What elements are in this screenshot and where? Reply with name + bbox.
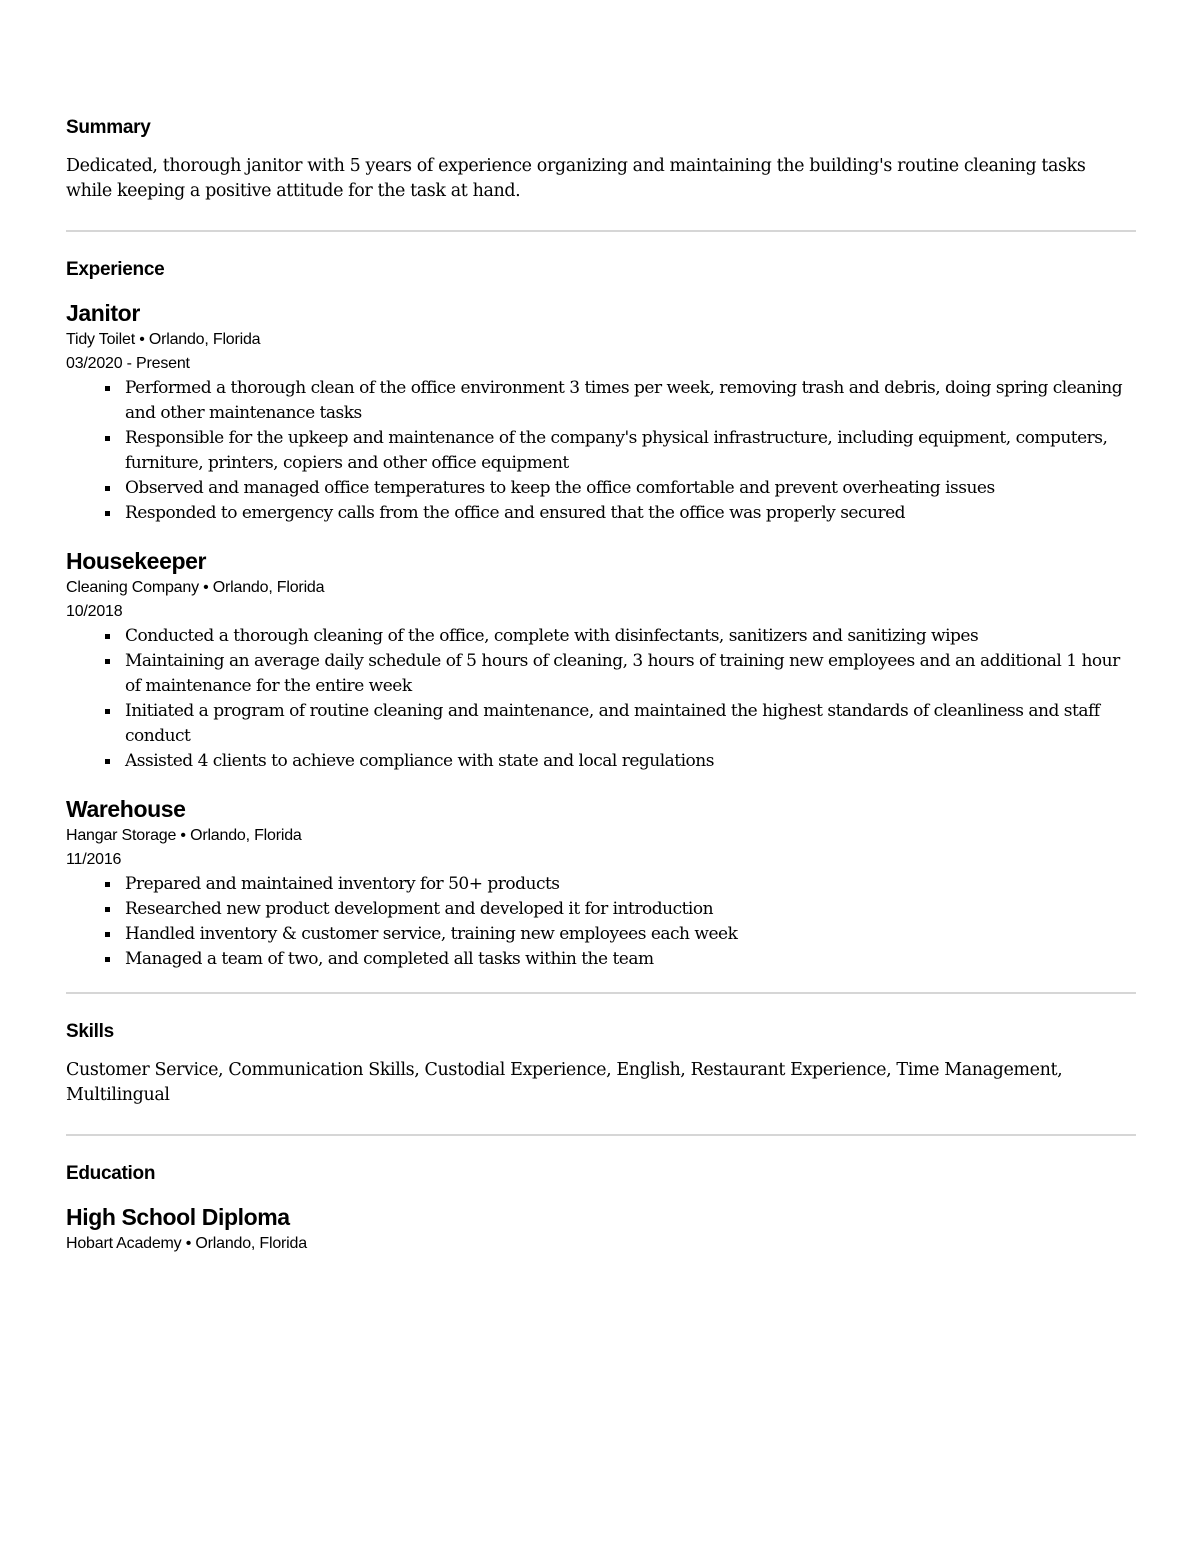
bullet-icon bbox=[105, 386, 110, 391]
bullet-item: Researched new product development and developed it for introduction bbox=[125, 897, 1136, 922]
job-bullets bbox=[66, 624, 1136, 774]
bullet-item: Prepared and maintained inventory for 50+ products bbox=[125, 872, 1136, 897]
bullet-item: Responded to emergency calls from the office and ensured that the office was properly secured bbox=[125, 501, 1136, 526]
job-company: Cleaning Company bbox=[66, 579, 199, 596]
meta-separator: • bbox=[134, 331, 149, 348]
bullet-icon bbox=[105, 486, 110, 491]
bullet-item: Conducted a thorough cleaning of the office, complete with disinfectants, sanitizers and sanitizing wipes bbox=[125, 624, 1136, 649]
divider bbox=[66, 1134, 1136, 1136]
job-entry bbox=[66, 794, 1136, 972]
degree-title: High School Diploma bbox=[66, 1204, 290, 1230]
education-section bbox=[66, 1162, 1136, 1256]
divider bbox=[66, 230, 1136, 232]
school-location-text: Orlando, Florida bbox=[195, 1235, 307, 1252]
meta-separator: • bbox=[181, 1235, 196, 1252]
bullet-icon bbox=[105, 659, 110, 664]
summary-section bbox=[66, 116, 1136, 204]
job-location: Orlando, Florida bbox=[190, 827, 302, 844]
job-title: Janitor bbox=[66, 300, 140, 326]
bullet-item: Initiated a program of routine cleaning and maintenance, and maintained the highest standards of cleanliness and staff conduct bbox=[125, 699, 1136, 749]
bullet-icon bbox=[105, 511, 110, 516]
skills-section bbox=[66, 1020, 1136, 1108]
job-company: Hangar Storage bbox=[66, 827, 177, 844]
meta-separator: • bbox=[176, 827, 191, 844]
bullet-icon bbox=[105, 634, 110, 639]
job-location: Orlando, Florida bbox=[212, 579, 325, 596]
job-date: 03/2020 - Present bbox=[66, 355, 190, 372]
bullet-icon bbox=[105, 907, 110, 912]
bullet-icon bbox=[105, 759, 110, 764]
job-entry bbox=[66, 298, 1136, 526]
education-heading: Education bbox=[66, 1163, 156, 1184]
meta-separator: • bbox=[198, 579, 213, 596]
job-company-location bbox=[66, 824, 1136, 848]
job-company: Tidy Toilet bbox=[66, 331, 135, 348]
job-entry bbox=[66, 546, 1136, 774]
skills-text: Customer Service, Communication Skills, Custodial Experience, English, Restaurant Experience, Time Management, Multilingual bbox=[66, 1060, 1063, 1105]
divider bbox=[66, 992, 1136, 994]
experience-section bbox=[66, 258, 1136, 972]
job-bullets bbox=[66, 872, 1136, 972]
job-company-location bbox=[66, 328, 1136, 352]
bullet-icon bbox=[105, 436, 110, 441]
job-title: Housekeeper bbox=[66, 548, 207, 574]
bullet-icon bbox=[105, 957, 110, 962]
summary-heading: Summary bbox=[66, 117, 151, 138]
bullet-icon bbox=[105, 709, 110, 714]
bullet-icon bbox=[105, 882, 110, 887]
bullet-item: Observed and managed office temperatures to keep the office comfortable and prevent overheating issues bbox=[125, 476, 1136, 501]
job-company-location bbox=[66, 576, 1136, 600]
bullet-item: Maintaining an average daily schedule of 5 hours of cleaning, 3 hours of training new employees and an additional 1 hour of maintenance for the entire week bbox=[125, 649, 1136, 699]
bullet-icon bbox=[105, 932, 110, 937]
job-date: 10/2018 bbox=[66, 603, 123, 620]
job-bullets bbox=[66, 376, 1136, 526]
job-title: Warehouse bbox=[66, 796, 186, 822]
summary-text: Dedicated, thorough janitor with 5 years of experience organizing and maintaining the building's routine cleaning tasks while keeping a positive attitude for the task at hand. bbox=[66, 156, 1086, 201]
bullet-item: Responsible for the upkeep and maintenance of the company's physical infrastructure, including equipment, computers, furniture, printers, copiers and other office equipment bbox=[125, 426, 1136, 476]
bullet-item: Managed a team of two, and completed all tasks within the team bbox=[125, 947, 1136, 972]
job-date: 11/2016 bbox=[66, 851, 122, 868]
resume-page bbox=[66, 116, 1136, 1256]
school-location bbox=[66, 1232, 1136, 1256]
school-name: Hobart Academy bbox=[66, 1235, 182, 1252]
job-location: Orlando, Florida bbox=[148, 331, 261, 348]
experience-heading: Experience bbox=[66, 259, 165, 280]
bullet-item: Handled inventory & customer service, training new employees each week bbox=[125, 922, 1136, 947]
bullet-item: Assisted 4 clients to achieve compliance with state and local regulations bbox=[125, 749, 1136, 774]
skills-heading: Skills bbox=[66, 1021, 114, 1042]
bullet-item: Performed a thorough clean of the office environment 3 times per week, removing trash and debris, doing spring cleaning and other maintenance tasks bbox=[125, 376, 1136, 426]
